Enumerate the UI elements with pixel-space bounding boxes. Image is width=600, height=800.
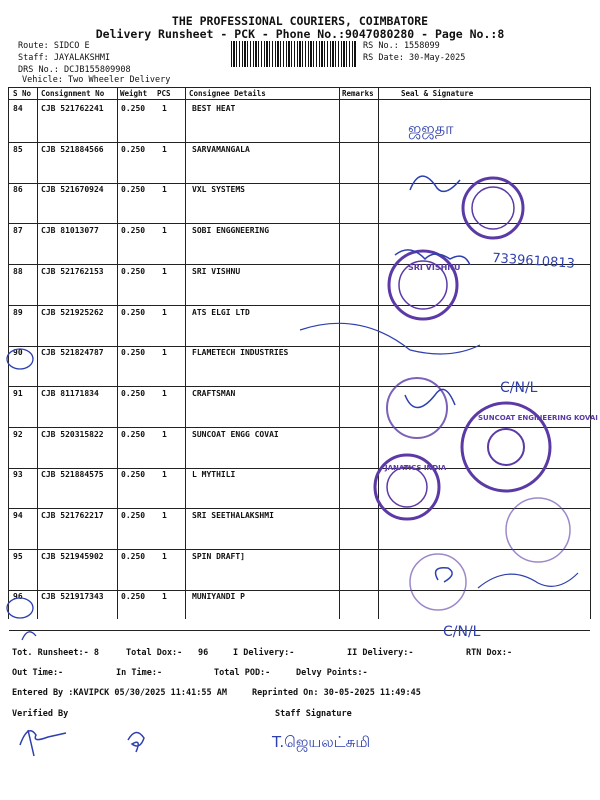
delvy-points: Delvy Points:- <box>296 668 368 678</box>
cell-sno: 90 <box>13 348 23 358</box>
runsheet-subtitle: Delivery Runsheet - PCK - Phone No.:9047080280 - Page No.:8 <box>95 27 505 41</box>
cell-weight: 0.250 <box>121 104 146 113</box>
cell-weight: 0.250 <box>121 185 146 195</box>
cell-consignee: BEST HEAT <box>192 104 236 113</box>
cell-pcs: 1 <box>162 144 167 154</box>
staff-signature: T.ஜெயலட்சுமி <box>272 733 371 751</box>
cell-cno: CJB 521884566 <box>41 144 104 154</box>
table-row <box>9 588 590 631</box>
cell-pcs: 1 <box>162 429 167 439</box>
cell-weight: 0.250 <box>121 226 146 236</box>
rtn-dox: RTN Dox:- <box>466 648 513 658</box>
table-row <box>9 141 590 184</box>
cell-weight: 0.250 <box>121 266 146 276</box>
cell-sno: 85 <box>13 144 23 154</box>
table-row <box>9 100 590 143</box>
reprinted-on: Reprinted On: 30-05-2025 11:49:45 <box>252 688 421 698</box>
cell-consignee: VXL SYSTEMS <box>192 185 245 195</box>
cell-pcs: 1 <box>162 388 167 398</box>
cell-sno: 92 <box>13 429 23 439</box>
cell-sno: 94 <box>13 511 23 520</box>
cell-pcs: 1 <box>162 104 167 113</box>
i-delivery: I Delivery:- <box>233 648 295 658</box>
cell-sno: 91 <box>13 388 23 398</box>
runsheet-table <box>8 87 591 619</box>
cell-cno: CJB 521884575 <box>41 470 104 480</box>
cell-consignee: SRI SEETHALAKSHMI <box>192 511 274 520</box>
rs-date: RS Date: 30-May-2025 <box>363 53 466 63</box>
cell-consignee: SPIN DRAFT] <box>192 551 245 561</box>
table-row <box>9 426 590 469</box>
cell-consignee: SUNCOAT ENGG COVAI <box>192 429 279 439</box>
cell-consignee: ATS ELGI LTD <box>192 307 250 317</box>
total-dox-value: 96 <box>198 648 209 658</box>
staff-label: Staff: JAYALAKSHMI <box>18 53 111 63</box>
out-time: Out Time:- <box>12 668 64 678</box>
cell-consignee: SARVAMANGALA <box>192 144 250 154</box>
table-row <box>9 507 590 550</box>
cell-pcs: 1 <box>162 511 167 520</box>
cell-sno: 88 <box>13 266 23 276</box>
table-row <box>9 385 590 428</box>
cell-cno: CJB 521762241 <box>41 104 104 113</box>
table-header <box>9 88 590 100</box>
cell-cno: CJB 521762153 <box>41 266 104 276</box>
cell-weight: 0.250 <box>121 470 146 480</box>
cell-weight: 0.250 <box>121 307 146 317</box>
cell-pcs: 1 <box>162 551 167 561</box>
rs-number: RS No.: 1558099 <box>363 41 440 51</box>
in-time: In Time:- <box>116 668 163 678</box>
cell-pcs: 1 <box>162 470 167 480</box>
col-consignee: Consignee Details <box>189 89 266 98</box>
col-sno: S No <box>13 89 32 98</box>
company-title: THE PROFESSIONAL COURIERS, COIMBATORE <box>171 14 429 28</box>
cell-consignee: SOBI ENGGNEERING <box>192 226 270 236</box>
cell-consignee: CRAFTSMAN <box>192 388 236 398</box>
cell-cno: CJB 521824787 <box>41 348 104 358</box>
cell-weight: 0.250 <box>121 551 146 561</box>
staff-signature-label: Staff Signature <box>275 709 352 719</box>
verified-signature <box>20 730 66 756</box>
total-pod: Total POD:- <box>214 668 271 678</box>
row84-signature: ஜஜதா <box>408 119 454 138</box>
cell-consignee: FLAMETECH INDUSTRIES <box>192 348 289 358</box>
table-row <box>9 344 590 387</box>
cell-weight: 0.250 <box>121 592 146 602</box>
tot-runsheet: Tot. Runsheet:- 8 <box>12 648 99 658</box>
ii-delivery: II Delivery:- <box>347 648 414 658</box>
row96-remark: C/N/L <box>443 624 481 640</box>
barcode <box>231 41 357 67</box>
cell-pcs: 1 <box>162 348 167 358</box>
cell-sno: 93 <box>13 470 23 480</box>
table-row <box>9 548 590 591</box>
cell-pcs: 1 <box>162 226 167 236</box>
cell-sno: 84 <box>13 104 23 113</box>
svg-text:JANATICS INDIA: JANATICS INDIA <box>385 464 447 472</box>
table-row <box>9 181 590 224</box>
total-dox-label: Total Dox:- <box>126 648 183 658</box>
cell-sno: 87 <box>13 226 23 236</box>
table-row <box>9 263 590 306</box>
cell-weight: 0.250 <box>121 511 146 520</box>
vehicle-label: Vehicle: Two Wheeler Delivery <box>22 75 171 85</box>
row90-remark: C/N/L <box>500 380 538 396</box>
col-remarks: Remarks <box>342 89 374 98</box>
cell-pcs: 1 <box>162 185 167 195</box>
cell-sno: 96 <box>13 592 23 602</box>
cell-cno: CJB 521917343 <box>41 592 104 602</box>
cell-sno: 86 <box>13 185 23 195</box>
drs-label: DRS No.: DCJB155809908 <box>18 65 131 75</box>
cell-pcs: 1 <box>162 592 167 602</box>
cell-consignee: L MYTHILI <box>192 470 236 480</box>
cell-cno: CJB 520315822 <box>41 429 104 439</box>
cell-weight: 0.250 <box>121 144 146 154</box>
phone-handwriting: 7339610813 <box>491 251 576 272</box>
cell-weight: 0.250 <box>121 348 146 358</box>
col-consignment: Consignment No <box>41 89 105 98</box>
verified-mark <box>128 732 144 752</box>
cell-weight: 0.250 <box>121 388 146 398</box>
cell-cno: CJB 521670924 <box>41 185 104 195</box>
cell-pcs: 1 <box>162 266 167 276</box>
table-row <box>9 222 590 265</box>
cell-cno: CJB 81171834 <box>41 388 99 398</box>
cell-cno: CJB 521945902 <box>41 551 104 561</box>
col-pcs: PCS <box>157 89 171 98</box>
cell-cno: CJB 521762217 <box>41 511 104 520</box>
cell-weight: 0.250 <box>121 429 146 439</box>
cell-consignee: MUNIYANDI P <box>192 592 245 602</box>
table-row <box>9 466 590 509</box>
table-row <box>9 304 590 347</box>
cell-sno: 89 <box>13 307 23 317</box>
cell-consignee: SRI VISHNU <box>192 266 241 276</box>
svg-text:SRI VISHNU: SRI VISHNU <box>408 263 461 272</box>
svg-text:SUNCOAT ENGINEERING KOVAI: SUNCOAT ENGINEERING KOVAI <box>478 414 598 422</box>
cell-cno: CJB 81013077 <box>41 226 99 236</box>
route-label: Route: SIDCO E <box>18 41 90 51</box>
cell-cno: CJB 521925262 <box>41 307 104 317</box>
cell-sno: 95 <box>13 551 23 561</box>
verified-by-label: Verified By <box>12 709 69 719</box>
cell-pcs: 1 <box>162 307 167 317</box>
col-seal: Seal & Signature <box>401 89 474 98</box>
entered-by: Entered By :KAVIPCK 05/30/2025 11:41:55 AM <box>12 688 227 698</box>
col-weight: Weight <box>120 89 148 98</box>
